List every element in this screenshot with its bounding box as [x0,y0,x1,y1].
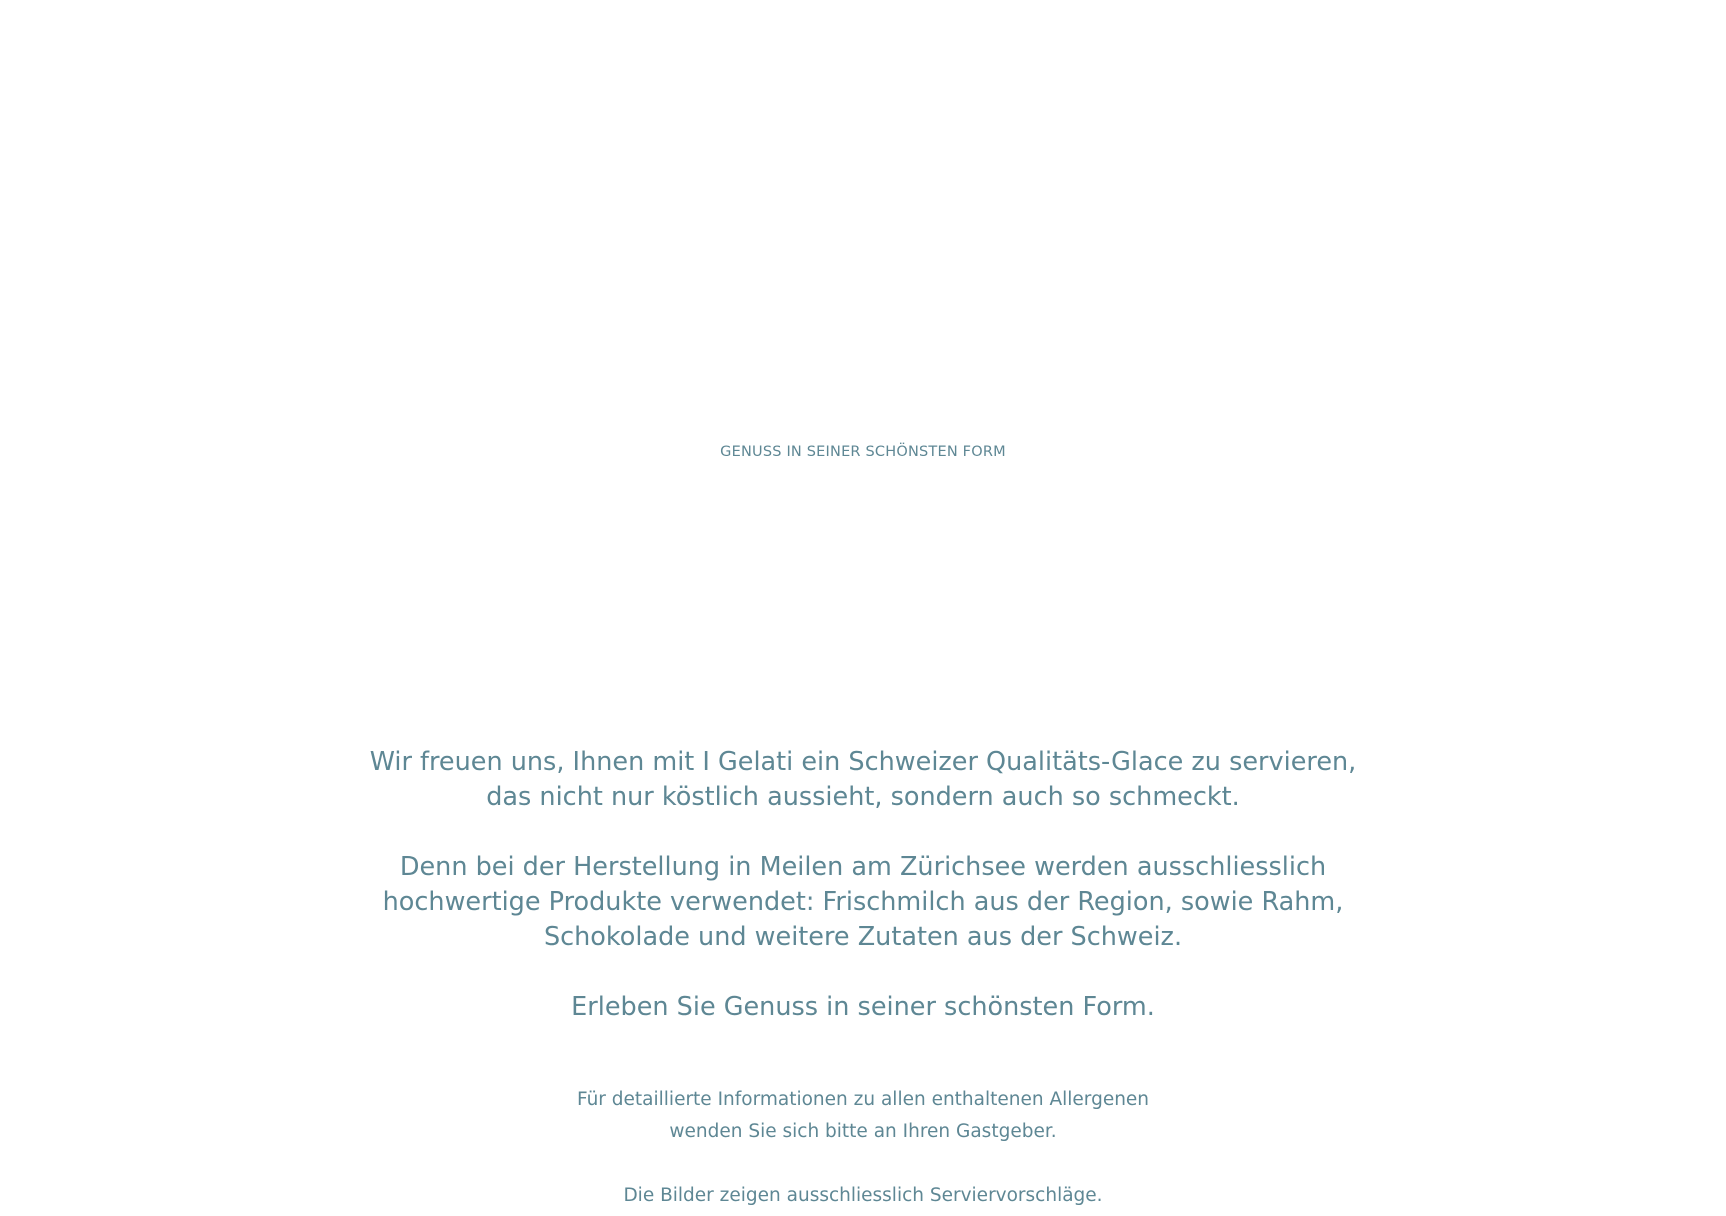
allergen-note-line: Für detaillierte Informationen zu allen enthaltenen Allergenen [576,1089,1150,1110]
intro-paragraph-2 [0,850,1726,955]
image-note [0,1180,1726,1212]
intro-line: das nicht nur köstlich aussieht, sondern auch so schmeckt. [486,782,1240,812]
intro-line: Erleben Sie Genuss in seiner schönsten Form. [571,992,1155,1022]
notes [0,1084,1726,1212]
intro-line: hochwertige Produkte verwendet: Frischmilch aus der Region, sowie Rahm, [382,887,1344,917]
intro-paragraph-1 [0,745,1726,815]
intro-line: Denn bei der Herstellung in Meilen am Zürichsee werden ausschliesslich [399,852,1327,882]
tagline: GENUSS IN SEINER SCHÖNSTEN FORM [720,444,1006,460]
allergen-note [0,1084,1726,1148]
allergen-note-line: wenden Sie sich bitte an Ihren Gastgeber. [669,1121,1057,1142]
intro-line: Wir freuen uns, Ihnen mit I Gelati ein Schweizer Qualitäts-Glace zu servieren, [369,747,1357,777]
intro-line: Schokolade und weitere Zutaten aus der Schweiz. [543,922,1183,952]
intro-text [0,745,1726,1025]
intro-paragraph-3 [0,990,1726,1025]
image-note-line: Die Bilder zeigen ausschliesslich Serviervorschläge. [623,1185,1103,1206]
